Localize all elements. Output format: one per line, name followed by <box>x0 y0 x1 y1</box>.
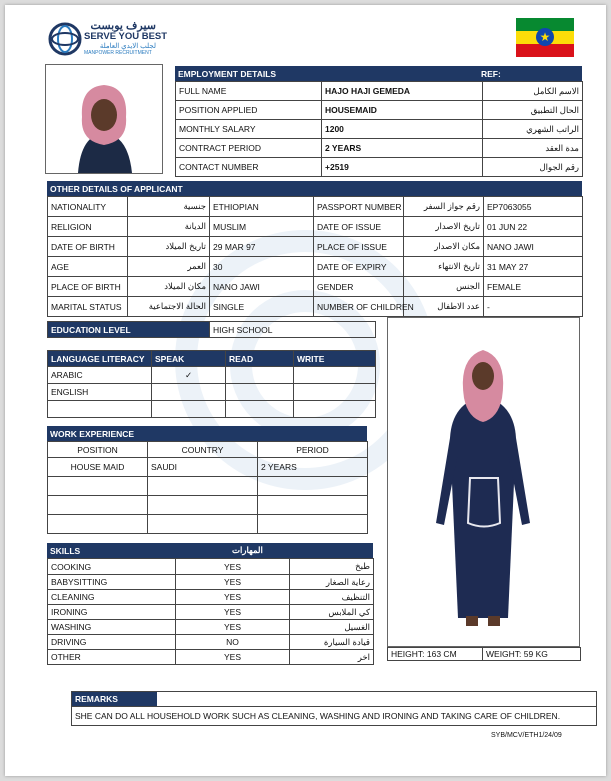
field-label: RELIGION <box>48 217 128 237</box>
field-value: +2519 <box>322 158 483 177</box>
height-value: HEIGHT: 163 CM <box>388 648 483 661</box>
field-label-ar: الاسم الكامل <box>483 82 583 101</box>
field-value: 01 JUN 22 <box>484 217 583 237</box>
work-row <box>48 515 368 534</box>
work-experience-header-right <box>205 426 367 441</box>
field-value: MUSLIM <box>210 217 314 237</box>
other-details-row <box>48 197 583 217</box>
field-label: PLACE OF ISSUE <box>314 237 404 257</box>
work-row <box>48 496 368 515</box>
work-position <box>48 496 148 515</box>
field-label: AGE <box>48 257 128 277</box>
skill-row <box>48 635 374 650</box>
field-label: DATE OF EXPIRY <box>314 257 404 277</box>
skill-row <box>48 559 374 575</box>
other-details-row <box>48 277 583 297</box>
field-value: FEMALE <box>484 277 583 297</box>
field-value: SINGLE <box>210 297 314 317</box>
skill-name: WASHING <box>48 620 176 635</box>
work-period <box>258 496 368 515</box>
work-position <box>48 515 148 534</box>
language-header-cell: LANGUAGE LITERACY <box>48 351 152 367</box>
speak-check: ✓ <box>152 367 226 384</box>
field-label-ar: رقم جواز السفر <box>404 197 484 217</box>
language-name: ARABIC <box>48 367 152 384</box>
field-label-ar: الديانة <box>128 217 210 237</box>
skill-name-ar: كي الملابس <box>290 605 374 620</box>
language-header-cell: READ <box>226 351 294 367</box>
field-label-ar: العمر <box>128 257 210 277</box>
work-header-row <box>48 442 368 458</box>
weight-value: WEIGHT: 59 KG <box>483 648 581 661</box>
read-check <box>226 384 294 401</box>
field-label-ar: مدة العقد <box>483 139 583 158</box>
cv-page <box>5 5 606 776</box>
skill-name: OTHER <box>48 650 176 665</box>
other-details-table <box>47 196 583 317</box>
skill-name: BABYSITTING <box>48 575 176 590</box>
skill-row <box>48 575 374 590</box>
field-label: CONTACT NUMBER <box>176 158 322 177</box>
field-label-ar: مكان الاصدار <box>404 237 484 257</box>
skill-value: YES <box>176 559 290 575</box>
other-details-row <box>48 237 583 257</box>
employment-row <box>176 82 583 101</box>
field-label: POSITION APPLIED <box>176 101 322 120</box>
skill-row <box>48 620 374 635</box>
skills-table <box>47 558 374 665</box>
field-value: 30 <box>210 257 314 277</box>
work-position <box>48 477 148 496</box>
field-value: HOUSEMAID <box>322 101 483 120</box>
write-check <box>294 401 376 418</box>
employment-details-header: EMPLOYMENT DETAILS <box>175 66 478 81</box>
skill-name: IRONING <box>48 605 176 620</box>
skill-row <box>48 590 374 605</box>
work-experience-table <box>47 441 368 534</box>
read-check <box>226 367 294 384</box>
applicant-portrait <box>45 64 163 174</box>
work-row <box>48 477 368 496</box>
skill-value: YES <box>176 605 290 620</box>
work-header-cell: PERIOD <box>258 442 368 458</box>
skill-value: NO <box>176 635 290 650</box>
field-value: - <box>484 297 583 317</box>
footer-code: SYB/MCV/ETH1/24/09 <box>491 732 562 739</box>
work-country <box>148 477 258 496</box>
field-label: PLACE OF BIRTH <box>48 277 128 297</box>
logo-sub-en: MANPOWER RECRUITMENT <box>84 50 152 56</box>
logo-text-en: SERVE YOU BEST <box>84 31 168 42</box>
language-name <box>48 401 152 418</box>
field-label-ar: تاريخ الانتهاء <box>404 257 484 277</box>
language-row <box>48 401 376 418</box>
skill-value: YES <box>176 575 290 590</box>
field-label: GENDER <box>314 277 404 297</box>
language-header-cell: SPEAK <box>152 351 226 367</box>
skill-value: YES <box>176 590 290 605</box>
remarks-box <box>71 691 597 726</box>
field-label: FULL NAME <box>176 82 322 101</box>
ref-header: REF: <box>478 66 582 81</box>
skill-row <box>48 650 374 665</box>
employment-row <box>176 158 583 177</box>
work-country <box>148 515 258 534</box>
work-country: SAUDI <box>148 458 258 477</box>
field-label-ar: عدد الاطفال <box>404 297 484 317</box>
skill-name-ar: رعاية الصغار <box>290 575 374 590</box>
field-value: 1200 <box>322 120 483 139</box>
language-row <box>48 367 376 384</box>
applicant-full-photo <box>387 317 580 647</box>
field-label-ar: مكان الميلاد <box>128 277 210 297</box>
field-label-ar: جنسية <box>128 197 210 217</box>
employment-row <box>176 101 583 120</box>
field-label: MONTHLY SALARY <box>176 120 322 139</box>
write-check <box>294 384 376 401</box>
work-period <box>258 515 368 534</box>
skill-value: YES <box>176 620 290 635</box>
language-row <box>48 384 376 401</box>
field-label: MARITAL STATUS <box>48 297 128 317</box>
field-label-ar: الحالة الاجتماعية <box>128 297 210 317</box>
write-check <box>294 367 376 384</box>
work-header-cell: COUNTRY <box>148 442 258 458</box>
field-label: DATE OF ISSUE <box>314 217 404 237</box>
field-value: 2 YEARS <box>322 139 483 158</box>
ethiopia-flag <box>516 18 574 57</box>
skills-header: SKILLS <box>47 543 229 558</box>
other-details-row <box>48 297 583 317</box>
logo-mark-icon <box>48 19 82 59</box>
skills-header-ar: المهارات <box>229 543 373 558</box>
language-header-cell: WRITE <box>294 351 376 367</box>
field-value: NANO JAWI <box>210 277 314 297</box>
company-logo <box>48 19 198 59</box>
field-label-ar: رقم الجوال <box>483 158 583 177</box>
skill-name: COOKING <box>48 559 176 575</box>
skill-name-ar: اخر <box>290 650 374 665</box>
field-label: NATIONALITY <box>48 197 128 217</box>
field-label: DATE OF BIRTH <box>48 237 128 257</box>
employment-details-table <box>175 81 583 177</box>
field-value: HAJO HAJI GEMEDA <box>322 82 483 101</box>
other-details-row <box>48 257 583 277</box>
skill-name-ar: الغسيل <box>290 620 374 635</box>
remarks-text: SHE CAN DO ALL HOUSEHOLD WORK SUCH AS CLEANING, WASHING AND IRONING AND TAKING CARE OF CHILDREN. <box>72 706 596 725</box>
work-header-cell: POSITION <box>48 442 148 458</box>
language-header-row <box>48 351 376 367</box>
speak-check <box>152 384 226 401</box>
field-label: CONTRACT PERIOD <box>176 139 322 158</box>
logo-text-ar: سيرف يوبست <box>90 20 156 32</box>
work-period: 2 YEARS <box>258 458 368 477</box>
employment-row <box>176 139 583 158</box>
skill-value: YES <box>176 650 290 665</box>
other-details-header: OTHER DETAILS OF APPLICANT <box>47 181 313 196</box>
work-position: HOUSE MAID <box>48 458 148 477</box>
skill-name: CLEANING <box>48 590 176 605</box>
field-label: PASSPORT NUMBER <box>314 197 404 217</box>
logo-sub-ar: لجلب الايدي العاملة <box>99 43 156 50</box>
field-value: 31 MAY 27 <box>484 257 583 277</box>
skill-name-ar: قيادة السيارة <box>290 635 374 650</box>
field-value: 29 MAR 97 <box>210 237 314 257</box>
field-label: NUMBER OF CHILDREN <box>314 297 404 317</box>
field-label-ar: الجنس <box>404 277 484 297</box>
skill-name-ar: طبخ <box>290 559 374 575</box>
education-label: EDUCATION LEVEL <box>48 322 210 338</box>
field-label-ar: الراتب الشهري <box>483 120 583 139</box>
field-label-ar: تاريخ الميلاد <box>128 237 210 257</box>
field-value: ETHIOPIAN <box>210 197 314 217</box>
education-value: HIGH SCHOOL <box>210 322 376 338</box>
work-experience-header: WORK EXPERIENCE <box>47 426 205 441</box>
speak-check <box>152 401 226 418</box>
other-details-row <box>48 217 583 237</box>
work-row <box>48 458 368 477</box>
field-label-ar: الحال التطبيق <box>483 101 583 120</box>
skill-name-ar: التنظيف <box>290 590 374 605</box>
remarks-header: REMARKS <box>72 692 157 706</box>
field-value: NANO JAWI <box>484 237 583 257</box>
physical-table <box>387 647 581 661</box>
other-details-header-right <box>313 181 582 196</box>
work-period <box>258 477 368 496</box>
read-check <box>226 401 294 418</box>
field-label-ar: تاريخ الاصدار <box>404 217 484 237</box>
employment-row <box>176 120 583 139</box>
field-value: EP7063055 <box>484 197 583 217</box>
flag-emblem-icon: ★ <box>536 28 554 46</box>
language-table <box>47 350 376 418</box>
language-name: ENGLISH <box>48 384 152 401</box>
education-table <box>47 321 376 338</box>
skill-row <box>48 605 374 620</box>
skill-name: DRIVING <box>48 635 176 650</box>
work-country <box>148 496 258 515</box>
